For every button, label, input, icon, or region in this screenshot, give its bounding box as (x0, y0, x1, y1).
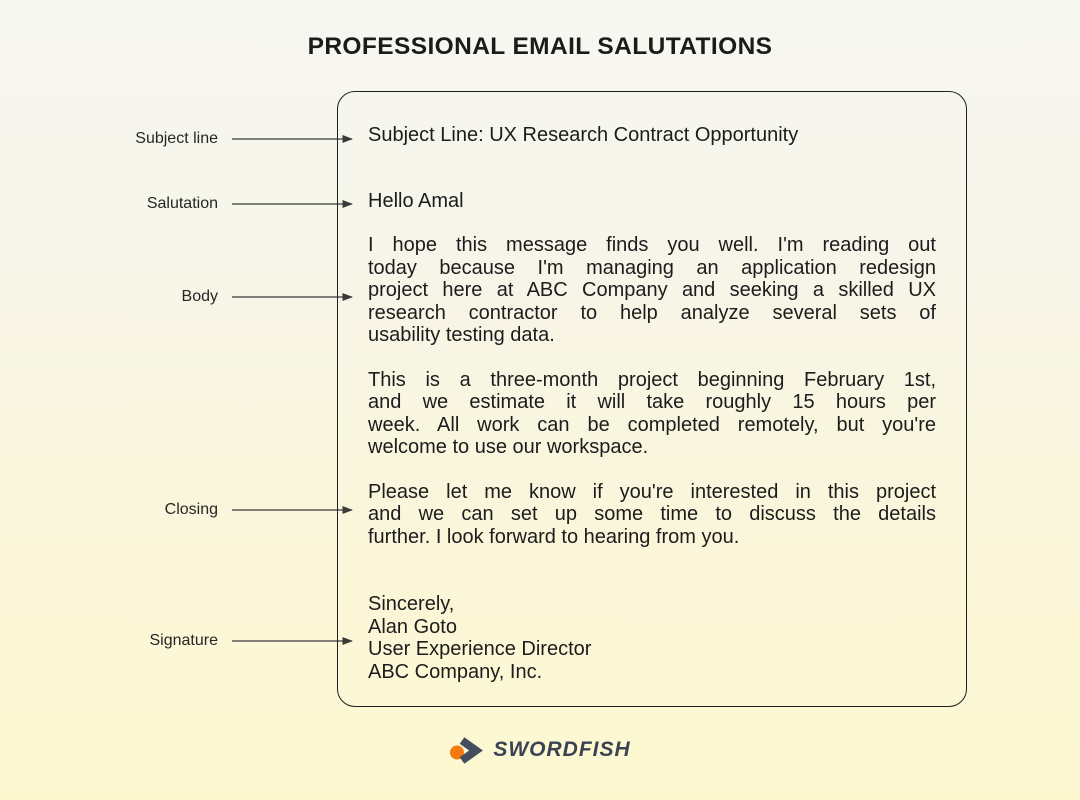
text-line: and we can set up some time to discuss the details (368, 503, 936, 525)
text-line: welcome to use our workspace. (368, 436, 649, 458)
email-example-card (337, 91, 967, 707)
text-line: I hope this message finds you well. I'm reading out (368, 234, 936, 256)
email-salutation: Hello Amal (368, 189, 464, 212)
brand-name: SWORDFISH (493, 738, 631, 761)
text-line: today because I'm managing an application redesign (368, 256, 936, 279)
swordfish-logo-icon (449, 735, 483, 765)
label-closing: Closing (164, 501, 218, 518)
brand-footer (0, 731, 1080, 769)
text-line: ABC Company, Inc. (368, 660, 543, 683)
label-signature: Signature (149, 632, 218, 649)
text-line: week. All work can be completed remotely, but you're (368, 413, 936, 436)
text-line: research contractor to help analyze several sets of (368, 301, 936, 324)
label-salutation: Salutation (146, 195, 218, 212)
text-line: project here at ABC Company and seeking a skilled UX (368, 279, 936, 301)
email-subject: Subject Line: UX Research Contract Opportunity (368, 124, 799, 146)
text-line: and we estimate it will take roughly 15 hours per (368, 391, 936, 413)
page-title: PROFESSIONAL EMAIL SALUTATIONS (307, 33, 773, 60)
text-line: usability testing data. (368, 324, 555, 346)
email-body-paragraph-1 (368, 234, 936, 347)
text-line: Sincerely, (368, 593, 455, 615)
label-body: Body (181, 288, 218, 305)
text-line: Alan Goto (368, 615, 457, 638)
email-body-paragraph-2 (368, 369, 936, 459)
label-subject-line: Subject line (135, 130, 218, 147)
email-closing-paragraph (368, 481, 936, 549)
text-line: further. I look forward to hearing from you. (368, 525, 740, 548)
text-line: User Experience Director (368, 638, 592, 660)
text-line: Please let me know if you're interested in this project (368, 480, 936, 503)
text-line: This is a three-month project beginning February 1st, (368, 368, 936, 391)
email-signature (368, 593, 936, 683)
